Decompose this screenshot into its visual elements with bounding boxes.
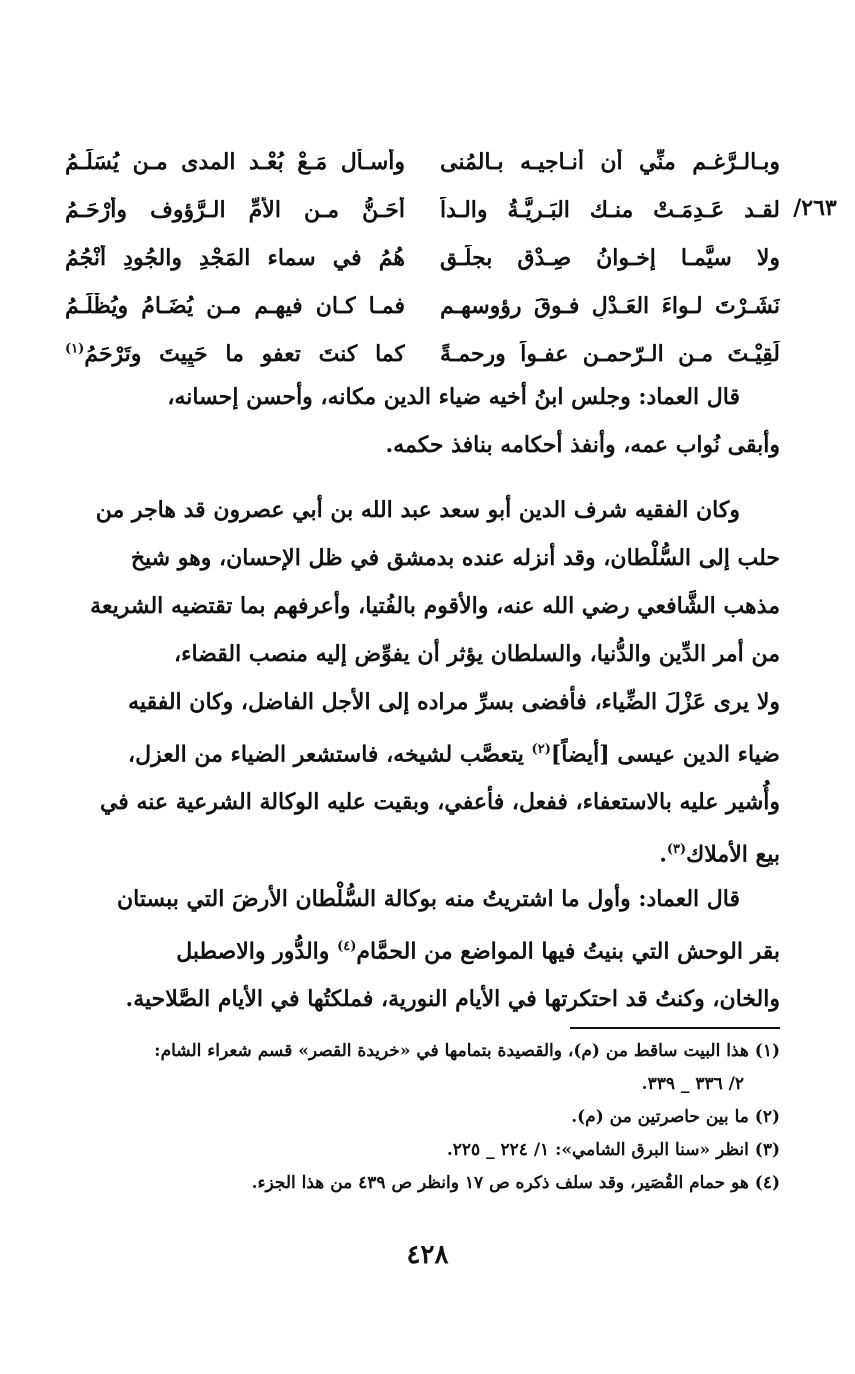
verse-right-hemistich: لَقِيْـتَ مـن الـرّحمـن عفـواً ورحمـةً xyxy=(440,341,780,367)
text-segment: ضياء الدين عيسى [أيضاً] xyxy=(550,741,780,768)
text-line xyxy=(72,826,780,878)
text-line: وأبقى نُواب عمه، وأنفذ أحكامه بنافذ حكمه. xyxy=(385,432,780,458)
footnote-1-continuation: ٢/ ٣٣٦ _ ٣٣٩. xyxy=(641,1074,744,1094)
footnote-2: (٢) ما بين حاصرتين من (م). xyxy=(571,1107,780,1127)
poem-verse xyxy=(65,138,780,186)
footnote-marker: (٣) xyxy=(666,842,687,858)
verse-right-hemistich: وبـالـرَّغـم منِّي أن أنـاجيـه بـالمُنى xyxy=(440,149,780,175)
footnote-marker: (١) xyxy=(65,341,85,357)
footnote-divider xyxy=(570,1027,780,1029)
verse-right-hemistich: نَشَـرْتَ لـواءَ العَـدْلِ فـوقَ رؤوسهـم xyxy=(440,293,780,319)
text-line: قال العماد: وجلس ابنُ أخيه ضياء الدين مكانه، وأحسن إحسانه، xyxy=(167,384,740,410)
verse-right-hemistich: ولا سيَّمـا إخـوانُ صِـدْقٍ بجلِّـقٍ xyxy=(440,245,780,271)
footnote-3: (٣) انظر «سنا البرق الشامي»: ١/ ٢٢٤ _ ٢٢٥. xyxy=(446,1140,780,1160)
text-segment: بيع الأملاك xyxy=(686,841,780,868)
verse-left-hemistich: هُمُ في سماء المَجْدِ والجُودِ أَنْجُمُ xyxy=(65,245,405,271)
page-number: ٤٢٨ xyxy=(406,1240,449,1270)
text-line: قال العماد: وأول ما اشتريتُ منه بوكالة السُّلْطان الأرضَ التي ببستان xyxy=(116,886,740,912)
footnote-marker: (٤) xyxy=(337,939,357,954)
text-line: وكان الفقيه شرف الدين أبو سعد عبد الله بن أبي عصرون قد هاجر من xyxy=(95,497,740,523)
text-line: من أمر الدِّين والدُّنيا، والسلطان يؤثر أن يفوِّض إليه منصب القضاء، xyxy=(174,641,780,667)
paragraph-3 xyxy=(72,875,780,1023)
poem-verse xyxy=(65,330,780,378)
verse-text: كما كنتَ تعفو ما حَيِيتَ وتَرْحَمُ xyxy=(84,341,405,367)
verse-left-hemistich: وأسـأل مَـعْ بُعْـد المدى مـن يُسَلِّـمُ xyxy=(65,149,405,175)
poem-verse xyxy=(65,186,780,234)
text-segment: . xyxy=(659,841,667,868)
verse-left-hemistich: فمـا كـان فيهـم مـن يُضَـامُ ويُظْلَـمُ xyxy=(65,293,405,319)
footnote-1: (١) هذا البيت ساقط من (م)، والقصيدة بتمامها في «خريدة القصر» قسم شعراء الشام: xyxy=(154,1041,780,1061)
verse-right-hemistich: لقـد عَـدِمَـتْ منـك البَـرِيَّـةُ والـداً xyxy=(440,197,780,223)
poem-verse xyxy=(65,234,780,282)
margin-reference: ٢٦٣/ xyxy=(793,195,837,221)
paragraph-2 xyxy=(72,486,780,879)
text-line: وأُشير عليه بالاستعفاء، ففعل، فأعفي، وبقيت عليه الوكالة الشرعية عنه في xyxy=(99,789,780,816)
paragraph-1 xyxy=(72,373,780,469)
verse-left-hemistich: أَحَـنُّ مـن الأمِّ الـرَّؤوف وأَرْحَـمُ xyxy=(65,197,405,223)
text-line xyxy=(72,923,780,975)
footnotes-block xyxy=(70,1035,780,1200)
text-line: ولا يرى عَزْلَ الضِّياء، فأفضى بسرِّ مراده إلى الأجل الفاضل، وكان الفقيه xyxy=(128,689,780,715)
text-line: والخان، وكنتُ قد احتكرتها في الأيام النورية، فملكتُها في الأيام الصَّلاحية. xyxy=(125,986,780,1013)
footnote-marker: (٢) xyxy=(531,742,551,757)
footnote-4: (٤) هو حمام القُصَير، وقد سلف ذكره ص ١٧ وانظر ص ٤٣٩ من هذا الجزء. xyxy=(251,1173,780,1193)
text-segment: يتعصَّب لشيخه، فاستشعر الضياء من العزل، xyxy=(128,741,532,768)
text-line: حلب إلى السُّلْطان، وقد أنزله عنده بدمشق في ظل الإحسان، وهو شيخ xyxy=(130,545,780,571)
text-segment: بقر الوحش التي بنيتُ فيها المواضع من الحمَّام xyxy=(356,938,780,965)
text-segment: والدُّور والاصطبل xyxy=(176,938,338,965)
verse-left-hemistich xyxy=(65,341,405,367)
poem-block xyxy=(65,138,780,378)
text-line: مذهب الشَّافعي رضي الله عنه، والأقوم بالفُتيا، وأعرفهم بما تقتضيه الشريعة xyxy=(90,593,780,619)
text-line xyxy=(72,726,780,778)
poem-verse xyxy=(65,282,780,330)
